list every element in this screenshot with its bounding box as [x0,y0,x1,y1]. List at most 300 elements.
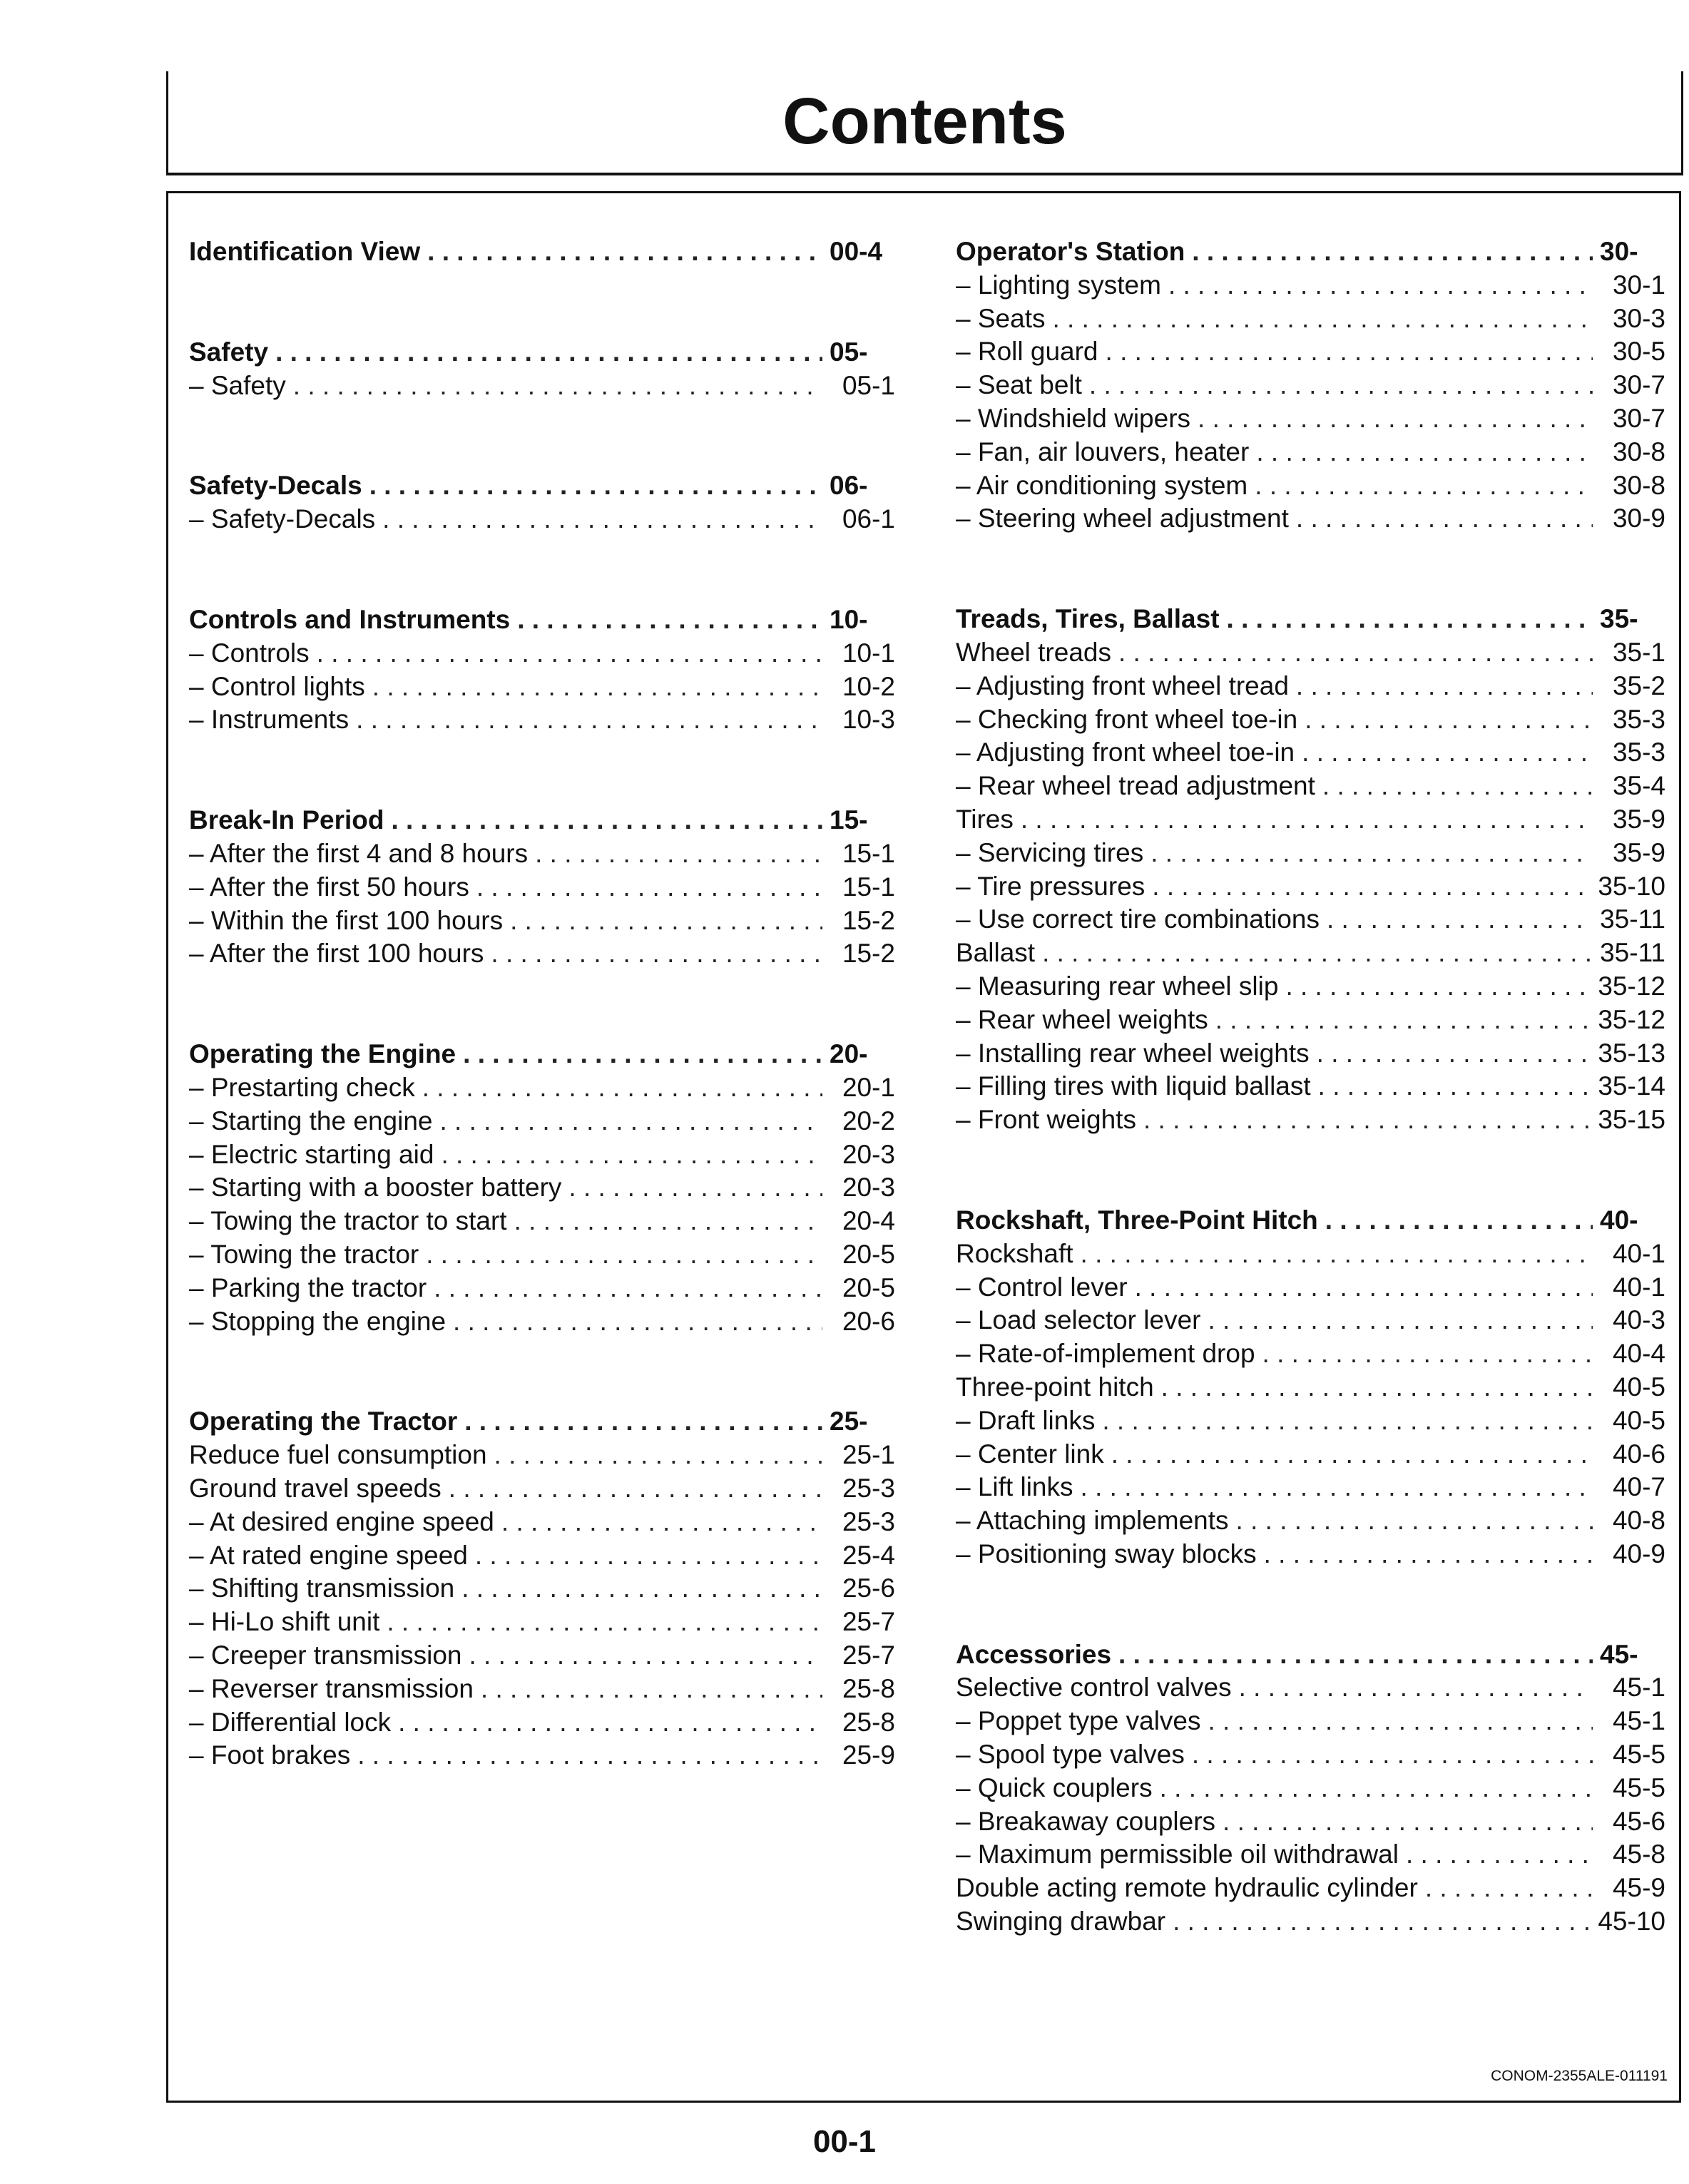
toc-entry-page: 30-5 [1612,337,1665,367]
toc-entry-label: Tires [956,804,1014,834]
toc-section [189,336,895,403]
toc-entry-label: – Reverser transmission [189,1673,474,1703]
toc-entry [956,1238,1665,1271]
toc-entry-label: Ballast [956,938,1036,968]
toc-entry-label: – Creeper transmission [189,1640,462,1670]
toc-entry [189,1171,895,1205]
toc-entry [189,670,895,704]
dot-leader [369,469,822,503]
toc-entry [956,402,1665,436]
dot-leader [1262,1337,1593,1371]
dot-leader [1052,302,1593,336]
dot-leader [1318,1070,1591,1103]
toc-entry-label: – After the first 50 hours [189,872,469,902]
dot-leader [1256,436,1593,469]
toc-entry-page: 25-8 [842,1707,895,1737]
dot-leader [1236,1504,1593,1538]
dot-leader [1118,1638,1593,1672]
toc-entry-page: 35-12 [1598,971,1665,1001]
dot-leader [1102,1404,1593,1438]
toc-heading-label: Operating the Tractor [189,1407,458,1437]
toc-entry-label: Swinging drawbar [956,1907,1166,1936]
toc-entry [189,1305,895,1339]
toc-entry-page: 40-1 [1612,1272,1665,1302]
toc-entry-label: – Lift links [956,1472,1073,1502]
toc-entry-label: – Poppet type valves [956,1706,1201,1736]
toc-entry-page: 25-9 [842,1740,895,1770]
dot-leader [1255,469,1593,503]
dot-leader [517,603,822,637]
dot-leader [1192,235,1593,269]
toc-entry-label: – Safety [189,370,286,400]
dot-leader [1208,1304,1593,1337]
toc-entry [956,1404,1665,1438]
dot-leader [1106,335,1593,369]
toc-entry-page: 35-3 [1612,738,1665,767]
toc-section [956,603,1665,1137]
toc-entry [956,1805,1665,1839]
toc-entry-page: 30-1 [1612,270,1665,300]
toc-entry-label: – Control lever [956,1272,1128,1302]
toc-entry [956,770,1665,803]
toc-entry [956,1371,1665,1404]
toc-heading-page: 10- [830,604,868,634]
toc-entry [189,1539,895,1573]
toc-entry-page: 30-9 [1612,504,1665,534]
dot-leader [1325,1204,1593,1238]
toc-entry-page: 40-8 [1612,1506,1665,1536]
dot-leader [476,871,822,904]
dot-leader [1021,803,1593,837]
toc-entry-page: 40-5 [1612,1405,1665,1435]
toc-entry-label: – After the first 4 and 8 hours [189,838,529,868]
dot-leader [382,503,822,536]
toc-entry-label: Rockshaft [956,1238,1073,1268]
toc-entry [956,1738,1665,1772]
toc-entry-page: 45-5 [1612,1740,1665,1770]
dot-leader [427,235,822,269]
toc-entry-label: – Breakaway couplers [956,1806,1216,1836]
toc-entry [189,1606,895,1639]
toc-entry-label: – Starting the engine [189,1106,433,1136]
page-title: Contents [782,85,1067,158]
toc-section-heading [189,1405,895,1439]
toc-entry-page: 45-8 [1612,1839,1665,1869]
toc-entry-page: 20-5 [842,1239,895,1269]
toc-entry [956,1471,1665,1504]
toc-entry-page: 40-1 [1612,1238,1665,1268]
toc-entry [956,803,1665,837]
toc-entry-page: 40-7 [1612,1472,1665,1502]
toc-section-heading [189,804,895,837]
toc-entry-page: 25-4 [842,1540,895,1570]
toc-entry-page: 25-3 [842,1473,895,1503]
toc-entry-label: – Hi-Lo shift unit [189,1607,380,1637]
toc-entry-label: – Windshield wipers [956,403,1191,433]
dot-leader [1042,937,1593,970]
toc-entry-page: 20-2 [842,1106,895,1136]
dot-leader [1305,703,1593,737]
dot-leader [1150,837,1593,870]
dot-leader [293,369,822,403]
toc-entry [956,1304,1665,1337]
toc-entry [956,269,1665,302]
toc-entry [189,503,895,536]
toc-entry-label: – Tire pressures [956,871,1145,901]
toc-entry [956,469,1665,503]
toc-heading-label: Safety [189,337,269,367]
dot-leader [1192,1738,1593,1772]
toc-heading-label: Rockshaft, Three-Point Hitch [956,1205,1318,1235]
toc-entry-label: – Steering wheel adjustment [956,504,1289,534]
toc-entry [956,1271,1665,1305]
toc-entry [189,1071,895,1105]
toc-entry-label: – Checking front wheel toe-in [956,704,1298,734]
dot-leader [453,1305,822,1339]
toc-entry-label: – Front weights [956,1105,1136,1135]
toc-entry [189,1238,895,1272]
toc-section-heading [189,336,895,369]
toc-entry-label: – Load selector lever [956,1305,1201,1335]
toc-heading-page: 00-4 [830,237,883,266]
toc-entry-label: – Positioning sway blocks [956,1539,1257,1568]
toc-section [956,1638,1665,1939]
toc-entry [189,937,895,971]
toc-entry-page: 15-2 [842,939,895,969]
toc-entry [189,1472,895,1506]
toc-entry-label: – Installing rear wheel weights [956,1038,1310,1068]
toc-entry-page: 30-7 [1612,370,1665,400]
dot-leader [464,1405,822,1439]
toc-entry [956,1705,1665,1738]
dot-leader [275,336,822,369]
dot-leader [1223,1805,1593,1839]
toc-heading-label: Controls and Instruments [189,604,511,634]
toc-section [956,235,1665,536]
toc-entry-page: 40-9 [1612,1539,1665,1568]
toc-entry-page: 10-2 [842,671,895,701]
dot-leader [391,804,822,837]
toc-entry [956,1772,1665,1805]
toc-entry-page: 35-9 [1612,837,1665,867]
toc-entry [189,1439,895,1472]
toc-entry-page: 20-4 [842,1206,895,1236]
dot-leader [1111,1438,1593,1471]
toc-entry-page: 45-5 [1612,1772,1665,1802]
toc-entry-label: – Use correct tire combinations [956,904,1320,934]
toc-heading-page: 25- [830,1407,868,1437]
dot-leader [1425,1872,1593,1905]
toc-entry-label: Wheel treads [956,637,1111,667]
toc-entry [956,1004,1665,1037]
toc-entry-label: – Rate-of-implement drop [956,1339,1255,1369]
toc-entry [956,903,1665,937]
toc-entry-label: – Differential lock [189,1707,392,1737]
toc-entry-page: 20-3 [842,1139,895,1169]
toc-entry [956,1905,1665,1939]
dot-leader [1296,670,1593,703]
dot-leader [1135,1271,1593,1305]
toc-entry-label: – Rear wheel tread adjustment [956,771,1315,801]
toc-heading-page: 05- [830,337,868,367]
toc-heading-label: Identification View [189,237,421,266]
toc-entry-page: 25-7 [842,1640,895,1670]
dot-leader [1173,1905,1591,1939]
dot-leader [372,670,822,704]
toc-entry [956,1103,1665,1137]
toc-section-heading [956,603,1665,636]
document-code: CONOM-2355ALE-011191 [1491,2068,1668,2084]
toc-entry-label: – Electric starting aid [189,1139,434,1169]
toc-heading-page: 30- [1600,237,1638,266]
dot-leader [1317,1037,1591,1071]
toc-entry [956,436,1665,469]
toc-entry-label: – Air conditioning system [956,470,1248,500]
toc-entry-page: 10-3 [842,705,895,735]
toc-entry-page: 15-1 [842,838,895,868]
toc-entry [189,1572,895,1606]
toc-entry-page: 15-2 [842,905,895,935]
dot-leader [1322,770,1593,803]
toc-entry-label: Double acting remote hydraulic cylinder [956,1873,1418,1903]
dot-leader [501,1506,822,1539]
toc-entry-page: 45-10 [1598,1907,1665,1936]
dot-leader [387,1606,822,1639]
toc-entry-label: – Foot brakes [189,1740,351,1770]
toc-entry-page: 30-8 [1612,470,1665,500]
toc-entry-label: – Lighting system [956,270,1161,300]
toc-entry-label: – Controls [189,638,310,668]
toc-entry-label: – Within the first 100 hours [189,905,504,935]
dot-leader [1198,402,1593,436]
dot-leader [1239,1671,1593,1705]
toc-entry-page: 25-3 [842,1506,895,1536]
toc-entry [189,1739,895,1772]
toc-entry [956,670,1665,703]
toc-entry [189,369,895,403]
toc-left-column [189,235,895,1839]
toc-heading-page: 45- [1600,1639,1638,1669]
toc-section [189,1038,895,1338]
toc-entry-page: 25-1 [842,1440,895,1470]
toc-entry-label: – Adjusting front wheel tread [956,670,1289,700]
toc-entry-label: Reduce fuel consumption [189,1440,487,1470]
toc-entry [956,1538,1665,1571]
toc-entry [956,870,1665,904]
toc-entry [956,636,1665,670]
toc-entry [956,736,1665,770]
toc-entry [956,970,1665,1004]
toc-section [956,1204,1665,1571]
toc-entry [189,1639,895,1673]
toc-entry [956,1438,1665,1471]
toc-section-heading [956,235,1665,269]
toc-section-heading [189,603,895,637]
toc-entry [189,1272,895,1305]
dot-leader [491,937,822,971]
toc-entry-page: 35-14 [1598,1071,1665,1101]
toc-entry [189,837,895,871]
toc-entry-label: – Quick couplers [956,1772,1153,1802]
toc-entry-label: – Seats [956,303,1046,333]
dot-leader [461,1572,822,1606]
dot-leader [1081,1238,1593,1271]
toc-entry-page: 06-1 [842,504,895,534]
toc-entry-page: 30-3 [1612,303,1665,333]
toc-heading-label: Break-In Period [189,805,384,835]
toc-entry-page: 40-3 [1612,1305,1665,1335]
toc-entry-label: – Servicing tires [956,837,1144,867]
dot-leader [439,1105,822,1138]
toc-section-heading [956,1204,1665,1238]
toc-entry-label: – Control lights [189,671,365,701]
toc-entry-page: 35-3 [1612,704,1665,734]
toc-entry [189,1706,895,1740]
toc-entry-label: – Shifting transmission [189,1573,455,1603]
toc-heading-label: Operator's Station [956,237,1185,266]
toc-entry-page: 20-1 [842,1072,895,1102]
dot-leader [398,1706,822,1740]
toc-entry-label: Ground travel speeds [189,1473,442,1503]
footer-page-number: 00-1 [812,2124,877,2159]
toc-entry-label: – At rated engine speed [189,1540,468,1570]
dot-leader [1152,870,1591,904]
dot-leader [510,904,822,938]
dot-leader [357,1739,822,1772]
toc-entry-label: – Stopping the engine [189,1306,447,1336]
toc-entry-page: 20-6 [842,1306,895,1336]
toc-entry [189,871,895,904]
header-border-bottom [166,173,1683,175]
toc-entry-label: Selective control valves [956,1673,1232,1703]
dot-leader [426,1238,822,1272]
dot-leader [494,1439,822,1472]
toc-entry-label: Three-point hitch [956,1372,1154,1402]
toc-heading-label: Treads, Tires, Ballast [956,604,1220,634]
toc-entry [956,1070,1665,1103]
toc-section [189,1405,895,1772]
toc-entry [956,1872,1665,1905]
toc-entry-label: – Spool type valves [956,1740,1185,1770]
dot-leader [1227,603,1593,636]
toc-heading-label: Operating the Engine [189,1039,456,1069]
toc-entry-page: 35-1 [1612,637,1665,667]
dot-leader [475,1539,822,1573]
toc-entry [956,937,1665,970]
toc-entry [189,1673,895,1706]
toc-entry-page: 45-1 [1612,1673,1665,1703]
toc-entry-page: 25-8 [842,1673,895,1703]
toc-entry [956,502,1665,536]
toc-entry [189,904,895,938]
toc-entry-page: 35-15 [1598,1105,1665,1135]
dot-leader [1208,1705,1593,1738]
toc-entry-page: 25-6 [842,1573,895,1603]
toc-heading-label: Accessories [956,1639,1112,1669]
toc-entry [956,369,1665,402]
toc-entry [956,335,1665,369]
dot-leader [449,1472,822,1506]
toc-entry-label: – Filling tires with liquid ballast [956,1071,1311,1101]
toc-heading-label: Safety-Decals [189,471,362,501]
dot-leader [469,1639,822,1673]
toc-entry [956,302,1665,336]
toc-entry-label: – Attaching implements [956,1506,1229,1536]
dot-leader [441,1138,822,1172]
toc-section-heading [956,1638,1665,1672]
toc-heading-page: 15- [830,805,868,835]
toc-section-heading [189,469,895,503]
toc-entry-page: 25-7 [842,1607,895,1637]
toc-entry-label: – Towing the tractor [189,1239,419,1269]
toc-entry-label: – Maximum permissible oil withdrawal [956,1839,1399,1869]
dot-leader [1161,1371,1593,1404]
toc-entry-label: – Fan, air louvers, heater [956,437,1250,466]
dot-leader [1168,269,1593,302]
toc-entry-page: 35-12 [1598,1004,1665,1034]
toc-entry-label: – Parking the tractor [189,1272,427,1302]
toc-entry [956,1337,1665,1371]
toc-entry-label: – Prestarting check [189,1072,415,1102]
toc-entry [189,703,895,737]
toc-entry [189,1105,895,1138]
dot-leader [535,837,822,871]
toc-section [189,235,895,269]
dot-leader [1285,970,1591,1004]
toc-entry-page: 30-7 [1612,403,1665,433]
toc-entry-page: 45-1 [1612,1706,1665,1736]
toc-entry [956,837,1665,870]
toc-entry [189,1138,895,1172]
dot-leader [1406,1838,1593,1872]
dot-leader [1296,502,1593,536]
toc-entry-page: 35-9 [1612,804,1665,834]
toc-entry-label: – Starting with a booster battery [189,1173,562,1203]
toc-entry-page: 30-8 [1612,437,1665,466]
toc-entry-page: 40-4 [1612,1339,1665,1369]
toc-entry-page: 20-5 [842,1272,895,1302]
toc-section [189,469,895,536]
toc-section [189,804,895,971]
toc-entry-page: 45-6 [1612,1806,1665,1836]
dot-leader [1160,1772,1593,1805]
toc-entry-page: 20-3 [842,1173,895,1203]
dot-leader [481,1673,822,1706]
toc-entry-label: – Adjusting front wheel toe-in [956,738,1295,767]
toc-heading-page: 40- [1600,1205,1638,1235]
toc-entry-label: – After the first 100 hours [189,939,484,969]
dot-leader [317,637,822,670]
toc-entry [189,637,895,670]
toc-entry-page: 40-5 [1612,1372,1665,1402]
dot-leader [1089,369,1593,402]
toc-entry-page: 10-1 [842,638,895,668]
toc-section-heading [189,235,895,269]
toc-entry [956,1838,1665,1872]
toc-entry [189,1506,895,1539]
toc-entry-page: 35-13 [1598,1038,1665,1068]
toc-section-heading [189,1038,895,1071]
toc-entry-page: 15-1 [842,872,895,902]
toc-heading-page: 06- [830,471,868,501]
dot-leader [1143,1103,1591,1137]
toc-entry-label: – Rear wheel weights [956,1004,1208,1034]
toc-right-column [956,235,1665,2006]
toc-entry-page: 35-11 [1600,938,1665,968]
toc-heading-page: 20- [830,1039,868,1069]
toc-entry [956,1504,1665,1538]
toc-entry [956,1671,1665,1705]
